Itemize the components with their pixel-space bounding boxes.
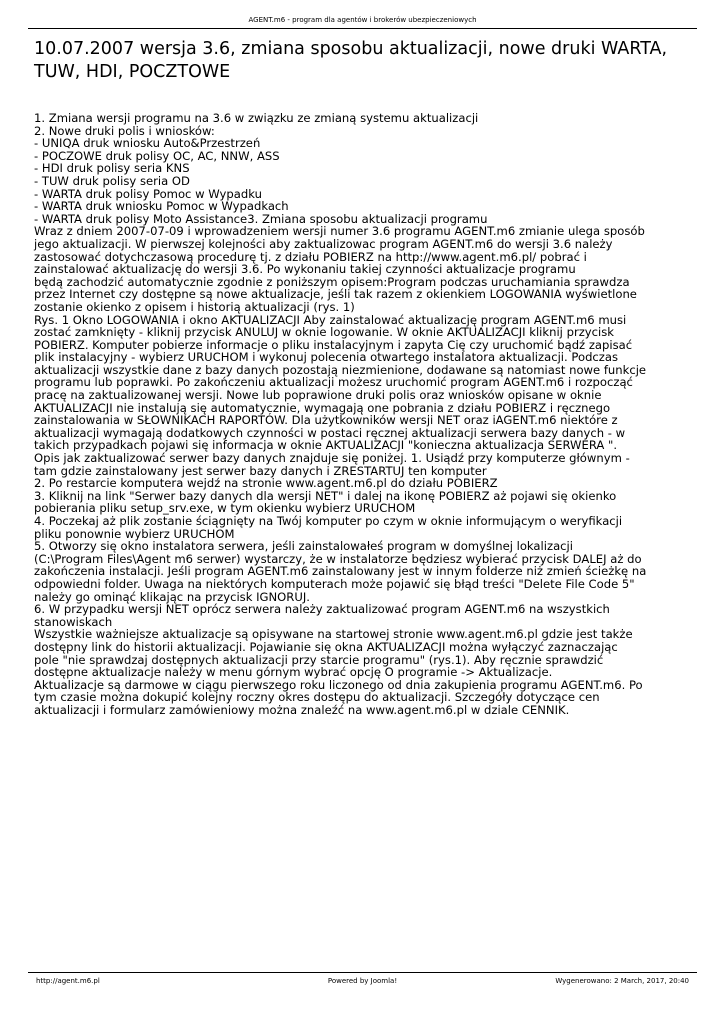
body-line: - WARTA druk polisy Moto Assistance3. Zmiana sposobu aktualizacji programu — [34, 211, 488, 226]
body-line: 3. Kliknij na link "Serwer bazy danych dla wersji NET" i dalej na ikonę POBIERZ aż pojawi się okienko — [34, 488, 617, 503]
body-line: zastosować dotychczasową procedurę tj. z działu POBIERZ na http://www.agent.m6.pl/ pobrać i — [34, 249, 587, 264]
body-line: będą zachodzić automatycznie zgodnie z poniższym opisem:Program podczas uruchamiania sprawdza — [34, 274, 630, 289]
body-line: odpowiedni folder. Uwaga na niektórych komputerach może pojawić się błąd treści "Delete File Code 5" — [34, 576, 635, 591]
page-header — [28, 14, 697, 29]
body-line: zakończenia instalacji. Jeśli program AGENT.m6 zainstalowany jest w innym folderze niż zmień ścieżkę na — [34, 564, 647, 579]
body-line: pliku ponownie wybierz URUCHOM — [34, 526, 235, 541]
body-line: pracę na zaktualizowanej wersji. Nowe lub poprawione druki polis oraz wniosków opisane w oknie — [34, 388, 602, 403]
body-line: Rys. 1 Okno LOGOWANIA i okno AKTUALIZACJI Aby zainstalować aktualizację program AGENT.m6 musi — [34, 312, 627, 327]
body-line: plik instalacyjny - wybierz URUCHOM i wykonuj polecenia otwartego instalatora aktualizacji. Podczas — [34, 350, 619, 365]
body-line: AKTUALIZACJI nie instalują się automatycznie, wymagają one pobrania z działu POBIERZ i ręcznego — [34, 400, 611, 415]
body-line: (C:\Program Files\Agent m6 serwer) wystarczy, że w instalatorze będziesz wybierać przycisk DALEJ aż do — [34, 551, 642, 566]
body-line: 2. Nowe druki polis i wniosków: — [34, 123, 215, 138]
footer-url: http://agent.m6.pl — [36, 977, 100, 985]
body-line: dostępne aktualizacje należy w menu górnym wybrać opcję O programie -> Aktualizacje. — [34, 665, 553, 680]
body-line: POBIERZ. Komputer pobierze informacje o pliku instalacyjnym i zapyta Cię czy uruchomić bądź zapisać — [34, 337, 633, 352]
body-line: zostać zamknięty - kliknij przycisk ANULUJ w oknie logowanie. W oknie AKTUALIZACJI kliknij przycisk — [34, 325, 615, 340]
body-line: programu lub poprawki. Po zakończeniu aktualizacji możesz uruchomić program AGENT.m6 i rozpocząć — [34, 375, 633, 390]
body-line: 2. Po restarcie komputera wejdź na stronie www.agent.m6.pl do działu POBIERZ — [34, 476, 498, 491]
body-line: tam gdzie zainstalowany jest serwer bazy danych i ZRESTARTUJ ten komputer — [34, 463, 487, 478]
body-line: - UNIQA druk wniosku Auto&Przestrzeń — [34, 136, 261, 151]
body-line: - WARTA druk polisy Pomoc w Wypadku — [34, 186, 262, 201]
article-body — [34, 112, 706, 717]
body-line: - HDI druk polisy seria KNS — [34, 161, 190, 176]
body-line: - POCZOWE druk polisy OC, AC, NNW, ASS — [34, 148, 280, 163]
body-line: tym czasie można dokupić kolejny roczny okres dostępu do aktualizacji. Szczegóły dotyczące cen — [34, 690, 600, 705]
body-line: Wszystkie ważniejsze aktualizacje są opisywane na startowej stronie www.agent.m6.pl gdzie jest także — [34, 627, 633, 642]
title-line: 10.07.2007 wersja 3.6, zmiana sposobu aktualizacji, nowe druki WARTA, — [34, 39, 668, 59]
body-line: pole "nie sprawdzaj dostępnych aktualizacji przy starcie programu" (rys.1). Aby ręcznie sprawdzić — [34, 652, 604, 667]
body-line: takich przypadkach pojawi się informacja w oknie AKTUALIZACJI "konieczna aktualizacja SERWERA ". — [34, 438, 618, 453]
body-line: - TUW druk polisy seria OD — [34, 173, 190, 188]
body-line: dostępny link do historii aktualizacji. Pojawianie się okna AKTUALIZACJI można wyłączyć zaznaczając — [34, 639, 618, 654]
body-line: Opis jak zaktualizować serwer bazy danych znajduje się poniżej. 1. Usiądź przy komputerze głównym - — [34, 451, 630, 466]
body-line: pobierania pliku setup_srv.exe, w tym okienku wybierz URUCHOM — [34, 501, 416, 516]
body-line: przez Internet czy dostępne są nowe aktualizacje, jeśli tak razem z okienkiem LOGOWANIA wyświetlone — [34, 287, 637, 302]
body-line: 5. Otworzy się okno instalatora serwera, jeśli zainstalowałeś program w domyślnej lokalizacji — [34, 539, 573, 554]
page-footer — [28, 972, 697, 987]
body-line: jego aktualizacji. W pierwszej kolejności aby zaktualizowac program AGENT.m6 do wersji 3.6 należy — [34, 236, 613, 251]
article-title — [34, 38, 704, 84]
footer-generated-date: Wygenerowano: 2 March, 2017, 20:40 — [555, 977, 689, 985]
site-title: AGENT.m6 - program dla agentów i brokerów ubezpieczeniowych — [248, 16, 477, 24]
footer-powered-by: Powered by Joomla! — [327, 977, 398, 985]
body-line: zainstalowania w SŁOWNIKACH RAPORTÓW. Dla użytkowników wersji NET oraz iAGENT.m6 niektóre z — [34, 413, 618, 428]
body-line: Wraz z dniem 2007-07-09 i wprowadzeniem wersji numer 3.6 programu AGENT.m6 zmianie ulega sposób — [34, 224, 645, 239]
body-line: należy go ominąć klikając na przycisk IGNORUJ. — [34, 589, 310, 604]
body-line: aktualizacji i formularz zamówieniowy można znaleźć na www.agent.m6.pl w dziale CENNIK. — [34, 702, 570, 717]
title-line: TUW, HDI, POCZTOWE — [34, 62, 231, 82]
body-line: aktualizacji wszystkie dane z bazy danych pozostają niezmienione, dodawane są natomiast nowe funkcje — [34, 362, 647, 377]
body-line: zostanie okienko z opisem i historią aktualizacji (rys. 1) — [34, 299, 355, 314]
body-line: - WARTA druk wniosku Pomoc w Wypadkach — [34, 199, 289, 214]
body-line: aktualizacji wymagają dodatkowych czynności w postaci ręcznej aktualizacji serwera bazy danych - w — [34, 425, 626, 440]
body-line: Aktualizacje są darmowe w ciągu pierwszego roku liczonego od dnia zakupienia programu AGENT.m6. Po — [34, 677, 643, 692]
body-line: 4. Poczekaj aż plik zostanie ściągnięty na Twój komputer po czym w oknie informującym o weryfikacji — [34, 514, 623, 528]
body-line: 1. Zmiana wersji programu na 3.6 w związku ze zmianą systemu aktualizacji — [34, 111, 479, 125]
body-line: stanowiskach — [34, 614, 113, 629]
body-line: zainstalować aktualizację do wersji 3.6. Po wykonaniu takiej czynności aktualizacje programu — [34, 262, 576, 277]
body-line: 6. W przypadku wersji NET oprócz serwera należy zaktualizować program AGENT.m6 na wszystkich — [34, 602, 610, 617]
